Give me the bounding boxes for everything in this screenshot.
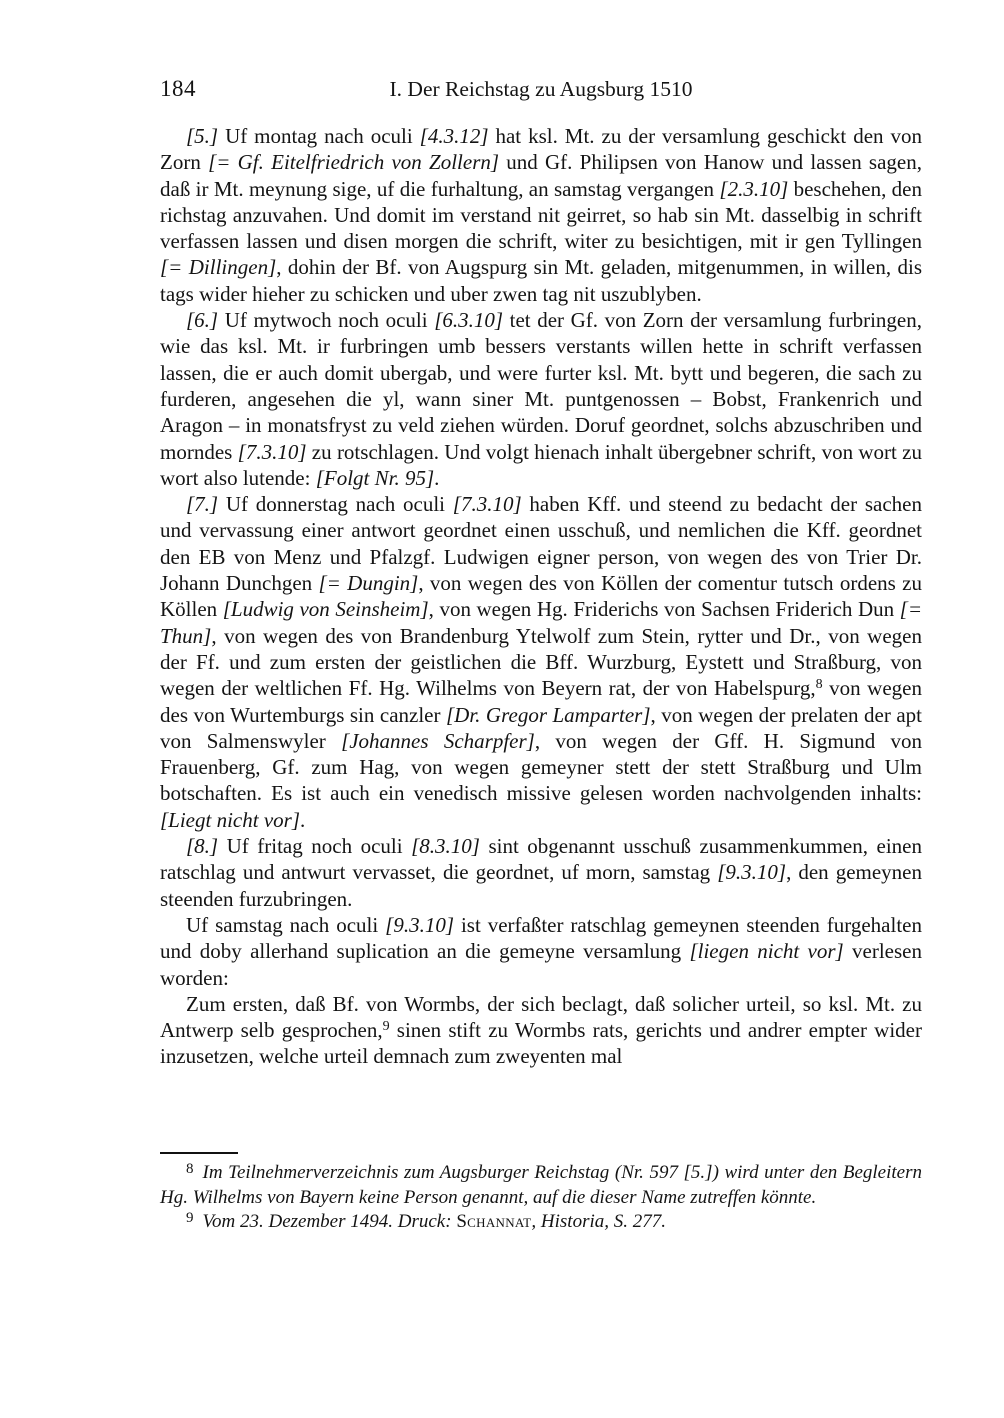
text-run: Schannat	[456, 1211, 532, 1233]
text-run: [9.3.10]	[385, 912, 455, 937]
text-run: [8.3.10]	[411, 834, 480, 859]
text-run: [6.3.10]	[434, 308, 504, 333]
footnote-ref: 9	[382, 1019, 390, 1035]
text-run: Vom 23. Dezember 1494. Druck:	[202, 1211, 457, 1233]
footnote-marker: 9	[186, 1210, 194, 1227]
text-run: [7.]	[186, 492, 226, 517]
text-run: sinen stift zu Wormbs rats, gerichts und andrer empter wider inzusetzen, welche urteil demnach zum zweyenten mal	[160, 1018, 922, 1069]
text-run: von wegen des von Wurtemburgs sin canzler	[160, 676, 922, 727]
body-text	[160, 123, 922, 1070]
paragraph	[160, 991, 922, 1070]
text-run: .	[300, 807, 306, 832]
text-run: [8.]	[186, 834, 227, 859]
text-run: und Gf. Philipsen von Hanow und lassen sagen, daß ir Mt. meynung sige, uf die furhaltung, an samstag vergangen	[160, 150, 922, 201]
text-run: , von wegen der Gff. H. Sigmund von Frauenberg, Gf. zum Hag, von wegen gemeyner stett der stett Straßburg und Ulm botschaften. Es ist auch ein venedisch missive gelesen worden nachvolgenden inhalts:	[160, 728, 922, 806]
text-run: [7.3.10]	[237, 439, 307, 464]
text-run: tet der Gf. von Zorn der versamlung furbringen, wie das ksl. Mt. ir furbringen umb bessers verstants willen hette in schrift verfassen lassen, die er auch domit ubergab, und were furter ksl. Mt. bytt und begeren, die sach zu furderen, angesehen die yl, wann siner Mt. puntgenossen – Bobst, Frankenrich und Aragon – in monatsfryst zu veld ziehen würden. Doruf geordnet, solchs abzuschriben und morndes	[160, 308, 922, 464]
footnote	[160, 1210, 922, 1235]
text-run: haben Kff. und steend zu bedacht der sachen und vervassung einer antwort geordnet einen usschuß, und nemlichen die Kff. geordnet den EB von Menz und Pfalzgf. Ludwigen eigner person, von wegen des von Trier Dr. Johann Dunchgen	[160, 492, 922, 596]
text-run: zu rotschlagen. Und volgt hienach inhalt übergebner schrift, von wort zu wort also lutende:	[160, 439, 922, 490]
text-run: sint obgenannt usschuß zusammenkummen, einen ratschlag und antwurt vervasset, die geordnet, uf morn, samstag	[160, 834, 922, 885]
text-run: ist verfaßter ratschlag gemeynen steenden furgehalten und doby allerhand suplication an die gemeyne versamlung	[160, 912, 922, 964]
text-run: , von wegen Hg. Friderichs von Sachsen Friderich Dun	[428, 597, 900, 622]
footnote-separator-rule	[160, 1152, 238, 1154]
text-run: , den gemeynen steenden furzubringen.	[160, 860, 922, 911]
running-title: I. Der Reichstag zu Augsburg 1510	[389, 77, 693, 101]
text-run: [4.3.12]	[419, 124, 489, 148]
running-header	[160, 76, 922, 106]
text-run: [9.3.10]	[717, 860, 787, 885]
footnote	[160, 1161, 922, 1210]
text-run: [Ludwig von Seinsheim]	[222, 597, 429, 622]
paragraph	[160, 912, 922, 991]
text-run: [Liegt nicht vor]	[160, 807, 300, 832]
text-run: [= Dillingen]	[160, 255, 277, 280]
text-run: .	[434, 465, 440, 490]
text-run: , dohin der Bf. von Augspurg sin Mt. geladen, mitgenummen, in willen, dis tags wider hieher zu schicken und uber zwen tag nit uszublyben.	[160, 255, 922, 306]
page-number: 184	[160, 76, 196, 101]
text-run: Uf samstag nach oculi	[186, 912, 386, 937]
text-run: [= Dungin]	[318, 571, 419, 596]
footnote-ref: 8	[815, 677, 823, 693]
text-run: , von wegen der prelaten der apt von Salmenswyler	[160, 702, 922, 753]
paragraph	[160, 833, 922, 912]
text-run: Uf montag nach oculi	[225, 124, 420, 148]
text-run: [5.]	[186, 124, 226, 148]
text-run: Uf fritag noch oculi	[226, 834, 412, 859]
text-run: Zum ersten, daß Bf. von Wormbs, der sich beclagt, daß solicher urteil, so ksl. Mt. zu Antwerp selb gesprochen,	[160, 991, 922, 1043]
text-run: , von wegen des von Köllen der comentur tutsch ordens zu Köllen	[160, 571, 923, 622]
text-run: [2.3.10]	[719, 176, 789, 201]
text-run: , Historia, S. 277.	[531, 1211, 667, 1233]
footnote-list	[160, 1161, 922, 1235]
paragraph	[160, 123, 922, 307]
text-run: [liegen nicht vor]	[689, 939, 844, 964]
paragraph	[160, 307, 922, 491]
text-run: [Dr. Gregor Lamparter]	[446, 702, 651, 727]
text-run: [Folgt Nr. 95]	[315, 465, 435, 490]
text-run: Uf mytwoch noch oculi	[224, 308, 435, 333]
text-run: Im Teilnehmerverzeichnis zum Augsburger Reichstag (Nr. 597 [5.]) wird unter den Begleitern Hg. Wilhelms von Bayern keine Person genannt, auf die dieser Name zutreffen könnte.	[160, 1162, 922, 1208]
text-run: [= Gf. Eitelfriedrich von Zollern]	[208, 150, 500, 175]
paragraph	[160, 491, 922, 833]
text-run: [7.3.10]	[452, 492, 522, 517]
text-run: [Johannes Scharpfer]	[341, 728, 535, 753]
text-run: [6.]	[186, 308, 225, 333]
footnote-marker: 8	[186, 1161, 194, 1177]
text-run: , von wegen des von Brandenburg Ytelwolf zum Stein, rytter und Dr., von wegen der Ff. und zum ersten der geistlichen die Bff. Wurzburg, Eystett und Straßburg, von wegen der weltlichen Ff. Hg. Wilhelms von Beyern rat, der von Habelspurg,	[160, 623, 922, 701]
text-run: hat ksl. Mt. zu der versamlung geschickt den von Zorn	[160, 124, 922, 175]
text-run: verlesen worden:	[160, 939, 922, 990]
footnote-section	[160, 1152, 922, 1235]
text-run: beschehen, den richstag anzuvahen. Und domit im verstand nit geirret, so hab sin Mt. dasselbig in schrift verfassen lassen und disen morgen die schrift, witer zu besichtigen, mit ir gen Tyllingen	[160, 176, 922, 254]
text-run: [= Thun]	[160, 597, 923, 648]
text-run: Uf donnerstag nach oculi	[225, 492, 453, 517]
